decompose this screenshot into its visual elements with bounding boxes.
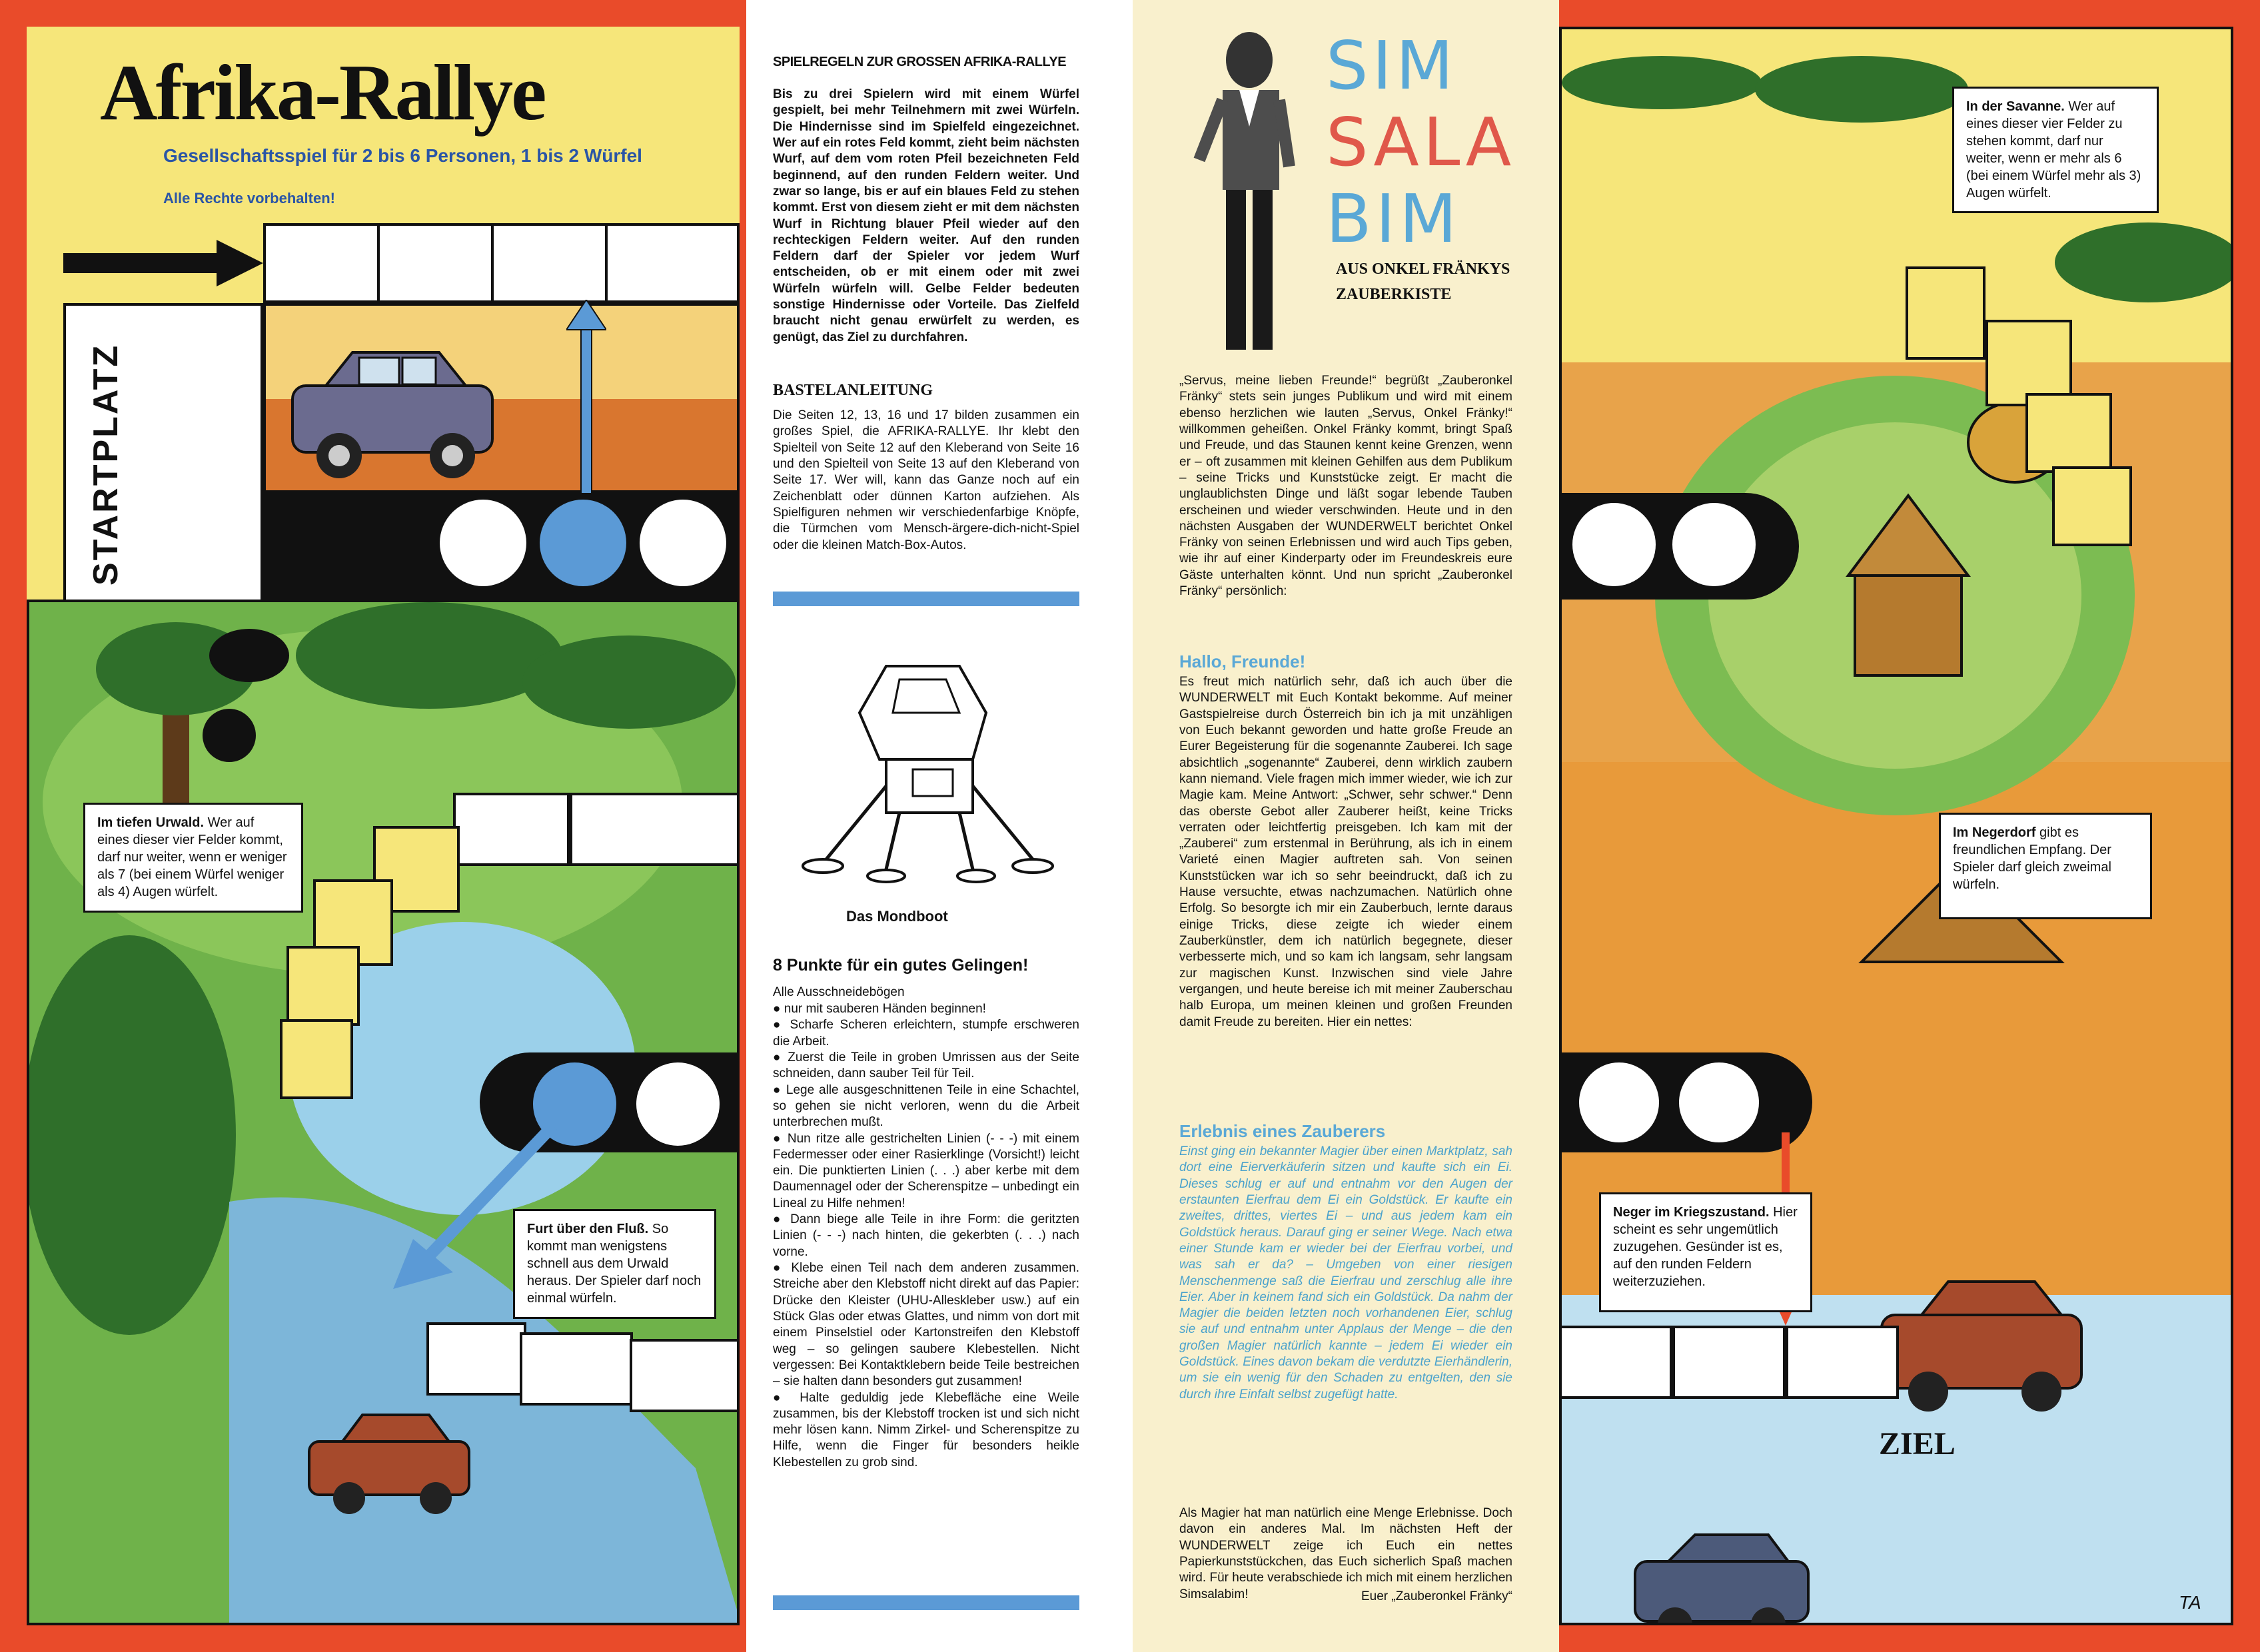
info-box-title: Furt über den Fluß. (527, 1222, 649, 1236)
desert-car-scene (263, 303, 740, 493)
hallo-heading: Hallo, Freunde! (1179, 651, 1306, 671)
hallo-text: Es freut mich natürlich sehr, daß ich auch über die WUNDERWELT mit Euch Kontakt bekomme. Auf meiner Gastspielreise durch Österreich bin ich ja mit unzähligen von Euch bekannt geworden und hatte große Freude an Eurer Begeisterung für die sogenannte Zauberei. Ich sage absichtlich „sogenannte“ Zauberei, denn wirklich zaubern kann niemand. Viele fragen mich immer wieder, wie ich zur Magie kam. Meine Antwort: „Schwer, sehr schwer.“ Denn das oberste Gebot aller Zauberer heißt, keine Tricks verraten oder leichtfertig preisgeben. Ich kam mit der „Zauberei“ zum erstenmal in Berührung, als ich in einem Varieté einen Magier auftreten sah. Von seinen Kunststücken war ich so sehr beeindruckt, daß ich zu Hause versuchte, etwas nachzumachen. Natürlich ohne Erfolg. So besorgte ich mir ein Zauberbuch, lernte daraus einige Tricks, diese zeigte ich wieder einem Zauberkünstler, dem ich natürlich begegnete, dieser verbesserte mich, und so kam ich langsam, sehr langsam zur magischen Kunst. Inzwischen sind viele Jahre vergangen, und heute bereise ich mit meiner Zauberschau halb Europa, um meinen kleinen und großen Freunden damit Freude zu bereiten. Hier ein nettes: (1179, 675, 1512, 1029)
tip-item: ● Nun ritze alle gestrichelten Linien (- - -) mit einem Federmesser oder einer Rasierklinge (Vorsicht!) leicht ein. Die punktierten Linien (. . .) aber kerbe mit dem Daumennagel oder der Scherenspitze – unbedingt ein Lineal zu Hilfe nehmen! (773, 1131, 1079, 1210)
tips-list (773, 1001, 1079, 1471)
info-box-text: Wer auf eines dieser vier Felder zu stehen kommt, darf nur weiter, wenn er mehr als 6 (bei einem Würfel mehr als 3) Augen würfelt. (1966, 99, 2141, 201)
bastel-text: Die Seiten 12, 13, 16 und 17 bilden zusammen ein großes Spiel, die AFRIKA-RALLYE. Ihr klebt den Spielteil von Seite 12 auf den Kleberand von Seite 16 und den Spielteil von Seite 13 auf den Kleberand von Seite 17. Wer will, kann das Ganze noch auf ein Zeichenblatt oder dünnen Karton aufziehen. Als Spielfiguren nehmen wir verschiedenfarbige Knöpfe, die Türmchen vom Mensch-ärgere-dich-nicht-Spiel oder die kleinen Match-Box-Autos. (773, 408, 1079, 552)
finish-label: ZIEL (1879, 1426, 1956, 1461)
info-box-fluss (513, 1209, 716, 1319)
start-field[interactable] (63, 303, 263, 643)
info-box-text: Wer auf eines dieser vier Felder kommt, darf nur weiter, wenn er weniger als 7 (bei einem Würfel weniger als 4) Augen würfelt. (97, 815, 287, 899)
tip-item: ● Zuerst die Teile in groben Umrissen aus der Seite schneiden, dann sauber Teil für Teil. (773, 1050, 1079, 1081)
erlebnis-text: Einst ging ein bekannter Magier über einen Marktplatz, sah dort eine Eierverkäuferin sitzen und kaufte sich ein Ei. Dieses schlug er auf und entnahm vor den Augen der erstaunten Eierfrau dem Ei ein Goldstück. Er kaufte ein zweites, drittes, viertes Ei – und aus jedem kam ein Goldstück heraus. Darauf ging er seiner Wege. Nach etwa einer Stunde kam er wieder bei der Eierfrau vorbei, und was sah er da? – Umgeben von einer riesigen Menschenmenge saß die Eierfrau und zerschlug alle ihre Eier. Aber in keinem fand sich ein Goldstück. Da nahm der Magier die beiden letzten noch vorhandenen Eier, schlug sie auf und entnahm unter Applaus der Menge – die den großen Magier natürlich kannte – jedem Ei wieder ein Goldstück. Eines davon bekam die verdutzte Eierhändlerin, um sie ein wenig für den Schaden zu entgelten, den sie durch ihre Einfalt selbst zugefügt hatte. (1179, 1144, 1512, 1402)
track-field[interactable] (426, 1322, 526, 1396)
tip-item: ● Dann biege alle Teile in ihre Form: die geritzten Linien (- - -) nach hinten, die gekerbten (. . .) nach vorne. (773, 1212, 1079, 1259)
tip-item: ● nur mit sauberen Händen beginnen! (773, 1002, 986, 1016)
info-box-title: In der Savanne. (1966, 99, 2065, 114)
rules-text: Bis zu drei Spielern wird mit einem Würfel gespielt, bei mehr Teilnehmern mit zwei Würfeln. Die Hindernisse sind im Spielfeld eingezeichnet. Wer auf ein rotes Feld kommt, zieht beim nächsten Wurf, auf dem vom roten Pfeil bezeichneten Feld beginnend, auf den runden Feldern weiter. Und zwar so lange, bis er auf ein blaues Feld zu stehen kommt. Erst von diesem zieht er mit dem nächsten Wurf in Richtung blauer Pfeil wieder auf den rechteckigen Feldern weiter. Auf den runden Feldern darf der Spieler vor jedem Wurf entscheiden, ob er mit einem oder mit zwei Würfeln würfeln will. Gelbe Felder bedeuten sonstige Hindernisse oder Vorteile. Das Zielfeld braucht nicht genau erwürfelt zu werden, es genügt, das Ziel zu durchfahren. (773, 87, 1079, 344)
info-box-urwald (83, 803, 303, 913)
round-field[interactable] (640, 500, 726, 586)
track-field-yellow[interactable] (1906, 266, 1985, 360)
track-field[interactable] (263, 223, 380, 303)
tip-item: ● Klebe einen Teil nach dem anderen zusammen. Streiche aber den Klebstoff nicht direkt auf das Papier: Drücke den Kleister (UHU-Alleskleber usw.) auf ein Stück Glas oder etwas Glattes, und nimm von dort mit einem Pinselstiel oder Kartonstreifen den Klebstoff weg – so gelingen saubere Klebestellen. Nicht vergessen: Bei Kontaktklebern beide Teile bestreichen – sie halten dann besonders gut zusammen! (773, 1261, 1079, 1389)
track-field-yellow[interactable] (2025, 393, 2112, 473)
right-game-board (1559, 0, 2260, 1652)
sim-subtitle (1336, 256, 1510, 308)
info-box-text: Hier scheint es sehr ungemütlich zuzugehen. Gesünder ist es, auf den runden Feldern weiterzuziehen. (1613, 1205, 1798, 1289)
sim-subtitle-line: AUS ONKEL FRÄNKYS (1336, 260, 1510, 278)
artist-signature: TA (2179, 1592, 2201, 1613)
sim-subtitle-line: ZAUBERKISTE (1336, 286, 1452, 304)
info-box-savanne (1952, 87, 2159, 213)
divider-bar (773, 1595, 1079, 1610)
info-box-text: So kommt man wenigstens schnell aus dem Urwald heraus. Der Spieler darf noch einmal würfeln. (527, 1222, 702, 1306)
game-title: Afrika-Rallye (100, 48, 545, 137)
tip-item: ● Halte geduldig jede Klebefläche eine Weile zusammen, bis der Klebstoff trocken ist und sich nicht mehr lösen kann. Nimm Zirkel- und Scherenspitze zu Hilfe, wenn die Finger für besonders heikle Klebestellen zu grob sind. (773, 1390, 1079, 1469)
track-field[interactable] (605, 223, 740, 303)
track-field[interactable] (1786, 1326, 1899, 1399)
track-field[interactable] (491, 223, 608, 303)
info-box-krieg (1599, 1192, 1812, 1312)
info-box-dorf (1939, 813, 2152, 919)
sim-signature: Euer „Zauberonkel Fränky“ (1361, 1589, 1512, 1603)
info-box-title: Im Negerdorf (1953, 825, 2036, 840)
game-subtitle: Gesellschaftsspiel für 2 bis 6 Personen, 1 bis 2 Würfel (163, 145, 642, 166)
track-field[interactable] (1672, 1326, 1786, 1399)
sim-outro: Als Magier hat man natürlich eine Menge Erlebnisse. Doch davon ein anderes Mal. Im nächsten Heft der WUNDERWELT zeige ich Euch ein nettes Papierkunststückchen, das Euch sicherlich Spaß machen wird. Für heute verabschiede ich mich mit einem herzlichen Simsalabim! (1179, 1506, 1512, 1601)
round-field[interactable] (1572, 503, 1656, 586)
track-field[interactable] (570, 793, 740, 866)
info-box-text: gibt es freundlichen Empfang. Der Spieler darf gleich zweimal würfeln. (1953, 825, 2111, 892)
round-field[interactable] (440, 500, 526, 586)
rights-notice: Alle Rechte vorbehalten! (163, 190, 335, 206)
track-field[interactable] (520, 1332, 633, 1406)
sim-title-line1: SIM (1326, 27, 1458, 105)
start-arrow-icon (63, 240, 263, 286)
erlebnis-heading: Erlebnis eines Zauberers (1179, 1121, 1386, 1141)
mondboot-caption: Das Mondboot (846, 908, 948, 925)
info-box-title: Neger im Kriegszustand. (1613, 1205, 1770, 1220)
track-field[interactable] (1559, 1326, 1672, 1399)
rules-heading: SPIELREGELN ZUR GROSSEN AFRIKA-RALLYE (773, 55, 1067, 69)
round-field-blue[interactable] (540, 500, 626, 586)
left-game-board (0, 0, 746, 1652)
track-field[interactable] (377, 223, 494, 303)
lunar-module-illustration (786, 639, 1066, 893)
track-field[interactable] (630, 1339, 740, 1412)
start-label: STARTPLATZ (87, 343, 125, 586)
track-field[interactable] (453, 793, 570, 866)
blue-arrow-icon (566, 300, 606, 513)
bastel-heading: BASTELANLEITUNG (773, 382, 933, 399)
tip-item: ● Scharfe Scheren erleichtern, stumpfe erschweren die Arbeit. (773, 1018, 1079, 1048)
round-field[interactable] (1679, 1062, 1759, 1142)
info-box-title: Im tiefen Urwald. (97, 815, 205, 830)
tips-heading: 8 Punkte für ein gutes Gelingen! (773, 956, 1029, 975)
sim-title-line2: SALA (1326, 103, 1516, 181)
magician-photo (1179, 27, 1319, 360)
tip-item: ● Lege alle ausgeschnittenen Teile in eine Schachtel, so gehen sie nicht verloren, wenn du die Arbeit unterbrechen mußt. (773, 1082, 1079, 1130)
round-field[interactable] (1672, 503, 1756, 586)
sim-title-line3: BIM (1326, 180, 1461, 258)
round-field[interactable] (636, 1062, 720, 1146)
sim-sala-bim-column (1133, 0, 1559, 1652)
track-field-yellow[interactable] (286, 946, 360, 1026)
tips-intro: Alle Ausschneidebögen (773, 985, 905, 999)
sim-intro: „Servus, meine lieben Freunde!“ begrüßt „Zauberonkel Fränky“ stets sein junges Publikum und wird mit einem ebenso herzlichen wie lauten „Servus, Onkel Fränky!“ willkommen geheißen. Onkel Fränky kommt, bringt Spaß und Freude, und das Staunen kennt keine Grenzen, wenn er – oft zusammen mit kleinen Gehilfen aus dem Publikum – seine Tricks und Kunststücke zeigt. Er macht die unglaublichsten Dinge und läßt sogar lebende Tauben erscheinen und wieder verschwinden. Heute und in den nächsten Ausgaben der WUNDERWELT berichtet Onkel Fränky von seinen Erlebnissen und wird auch Tips geben, wie ihr auf einer Kinderparty oder im Freundeskreis eure Gäste unterhalten könnt. Und nun spricht „Zauberonkel Fränky“ persönlich: (1179, 374, 1512, 599)
instructions-column (746, 0, 1106, 1652)
track-field-yellow[interactable] (280, 1019, 353, 1099)
round-field[interactable] (1579, 1062, 1659, 1142)
divider-bar (773, 592, 1079, 606)
track-field-yellow[interactable] (2052, 466, 2132, 546)
